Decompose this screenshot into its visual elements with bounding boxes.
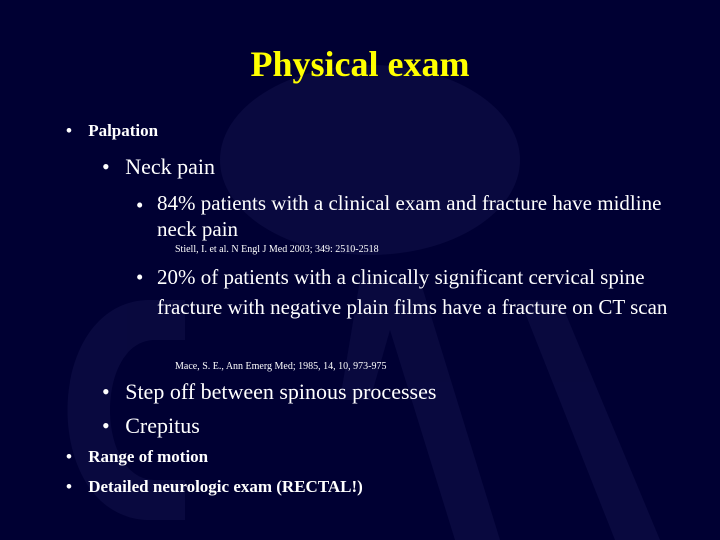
slide-title: Physical exam bbox=[250, 44, 470, 84]
bullet-text: Range of motion bbox=[88, 447, 209, 466]
bullet-marker: • bbox=[66, 447, 72, 466]
bullet-marker: • bbox=[136, 193, 144, 217]
citation-mace: Mace, S. E., Ann Emerg Med; 1985, 14, 10, 973-975 bbox=[175, 361, 387, 372]
bullet-marker: • bbox=[102, 413, 110, 438]
bullet-marker: • bbox=[102, 379, 110, 404]
watermark-stroke bbox=[520, 300, 660, 540]
list-item-palpation bbox=[66, 121, 158, 141]
list-item-step-off bbox=[102, 379, 436, 405]
citation-stiell: Stiell, I. et al. N Engl J Med 2003; 349: 2510-2518 bbox=[175, 244, 379, 255]
bullet-text: 84% patients with a clinical exam and fracture have midline neck pain bbox=[157, 191, 662, 241]
bullet-text: Crepitus bbox=[125, 413, 200, 438]
bullet-marker: • bbox=[66, 121, 72, 140]
list-item-range-of-motion bbox=[66, 447, 208, 467]
bullet-text: Detailed neurologic exam (RECTAL!) bbox=[88, 477, 363, 496]
bullet-text: Palpation bbox=[88, 121, 159, 140]
list-item-stat-84 bbox=[136, 190, 696, 242]
list-item-stat-20 bbox=[136, 262, 696, 322]
bullet-text: Neck pain bbox=[125, 154, 215, 179]
bullet-marker: • bbox=[136, 265, 144, 289]
list-item-crepitus bbox=[102, 413, 200, 439]
list-item-neurologic-exam bbox=[66, 477, 363, 497]
list-item-neck-pain bbox=[102, 154, 215, 180]
bullet-marker: • bbox=[102, 154, 110, 179]
bullet-text: 20% of patients with a clinically significant cervical spine fracture with negative plain films have a fracture on CT scan bbox=[157, 265, 668, 319]
bullet-text: Step off between spinous processes bbox=[125, 379, 437, 404]
bullet-marker: • bbox=[66, 477, 72, 496]
